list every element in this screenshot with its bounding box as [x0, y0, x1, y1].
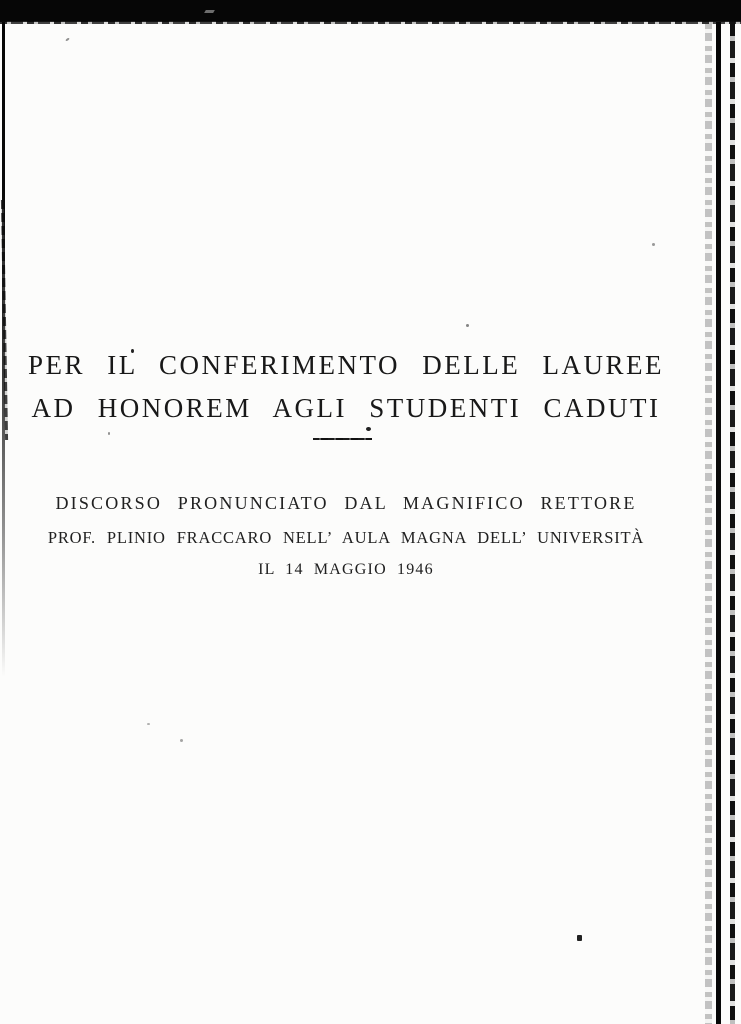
- document-title-line-1: PER IL CONFERIMENTO DELLE LAUREE: [28, 350, 664, 380]
- ink-speck: [65, 38, 70, 41]
- ink-speck: [652, 243, 655, 246]
- ink-speck: [366, 427, 371, 431]
- ink-speck: [180, 739, 183, 742]
- ink-speck: [577, 935, 582, 941]
- scan-top-nick: [204, 10, 215, 13]
- scan-right-streak-solid: [716, 22, 721, 1024]
- scan-right-streak-broken: [730, 22, 735, 1024]
- ink-speck: [466, 324, 469, 327]
- subtitle-date-line: IL 14 MAGGIO 1946: [258, 561, 434, 578]
- subtitle-speech-line-1: DISCORSO PRONUNCIATO DAL MAGNIFICO RETTORE: [55, 493, 637, 513]
- title-divider-rule: [313, 438, 372, 440]
- scan-right-streak-faint: [705, 24, 712, 1024]
- scan-top-edge: [0, 0, 741, 22]
- document-title-line-2: AD HONOREM AGLI STUDENTI CADUTI: [31, 393, 661, 423]
- ink-speck: [108, 432, 110, 435]
- subtitle-speech-line-2: PROF. PLINIO FRACCARO NELL’ AULA MAGNA DELL’ UNIVERSITÀ: [47, 528, 645, 547]
- ink-speck: [147, 723, 150, 725]
